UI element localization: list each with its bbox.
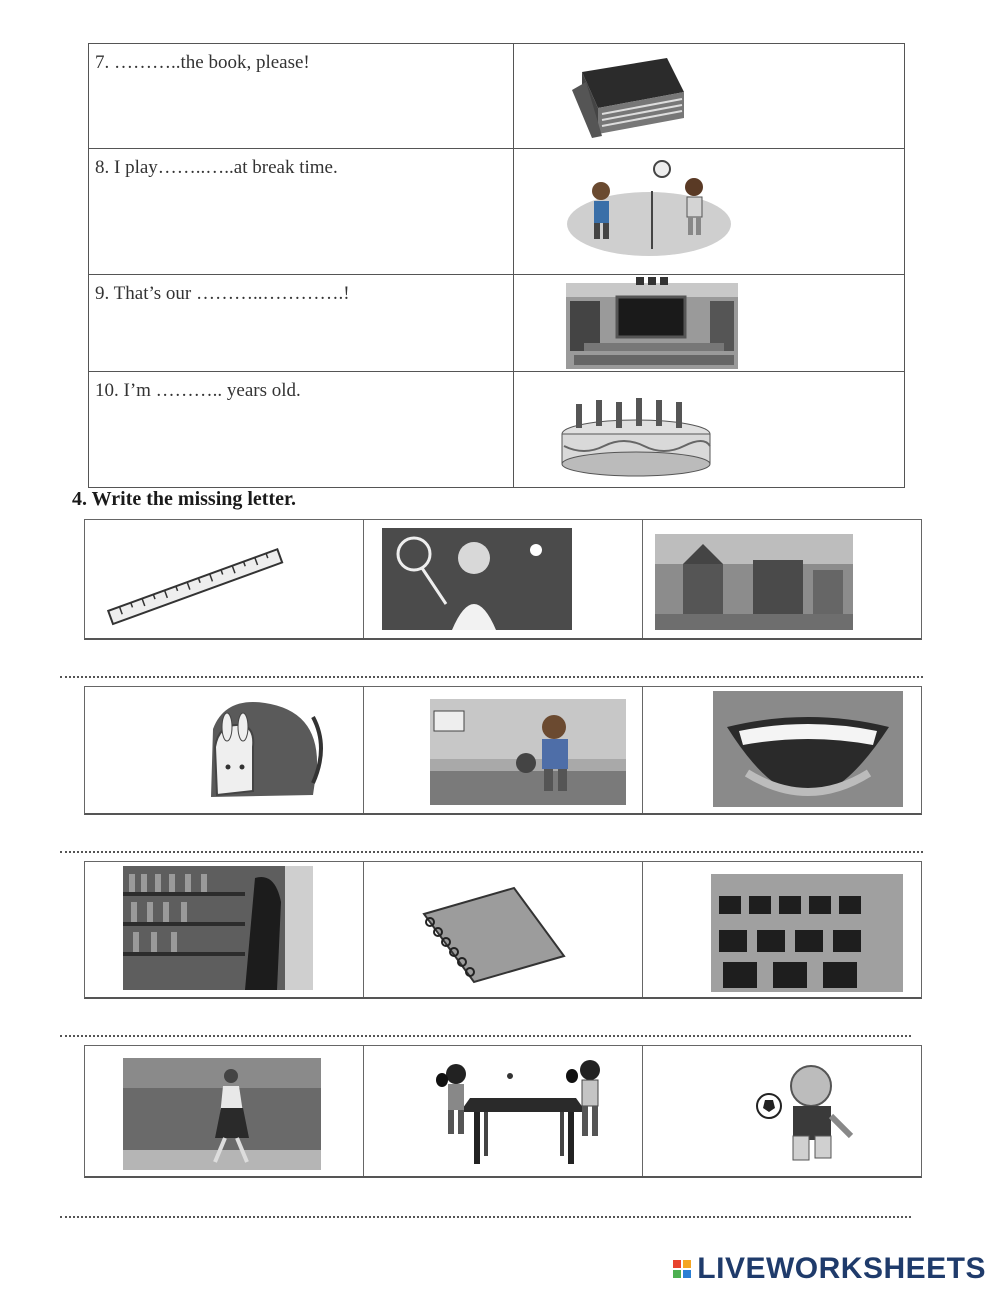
- picture-closed-book: [514, 44, 905, 149]
- picture-classroom: [514, 275, 905, 372]
- answer-line-2[interactable]: [60, 851, 923, 853]
- section-4-title: 4. Write the missing letter.: [72, 488, 297, 510]
- sentence-9: 9. That’s our ………..………….!: [89, 275, 514, 372]
- sentence-8: 8. I play……..…..at break time.: [89, 149, 514, 275]
- picture-row-1: [84, 519, 922, 640]
- brand-name: LIVEWORKSHEETS: [697, 1252, 986, 1285]
- picture-row-4: [84, 1045, 922, 1178]
- picture-girl-walking: [85, 1046, 364, 1176]
- picture-computer-room: [643, 862, 921, 997]
- picture-playground: [643, 520, 921, 638]
- sentence-7: 7. ………..the book, please!: [89, 44, 514, 149]
- picture-football: [643, 1046, 921, 1176]
- picture-row-2: [84, 686, 922, 815]
- sentence-10: 10. I’m ……….. years old.: [89, 372, 514, 488]
- picture-basketball: [364, 687, 643, 813]
- picture-ruler: [85, 520, 364, 638]
- logo-squares-icon: [673, 1260, 691, 1278]
- picture-badminton: [364, 520, 643, 638]
- picture-birthday-cake: [514, 372, 905, 488]
- answer-line-3[interactable]: [60, 1035, 911, 1037]
- sentence-table: [88, 43, 905, 488]
- picture-volleyball: [514, 149, 905, 275]
- picture-smiling-mouth: [643, 687, 921, 813]
- liveworksheets-logo: [673, 1252, 986, 1286]
- picture-library: [85, 862, 364, 997]
- picture-school-bag: [85, 687, 364, 813]
- picture-row-3: [84, 861, 922, 999]
- picture-notebook: [364, 862, 643, 997]
- answer-line-1[interactable]: [60, 676, 923, 678]
- picture-table-tennis: [364, 1046, 643, 1176]
- answer-line-4[interactable]: [60, 1216, 911, 1218]
